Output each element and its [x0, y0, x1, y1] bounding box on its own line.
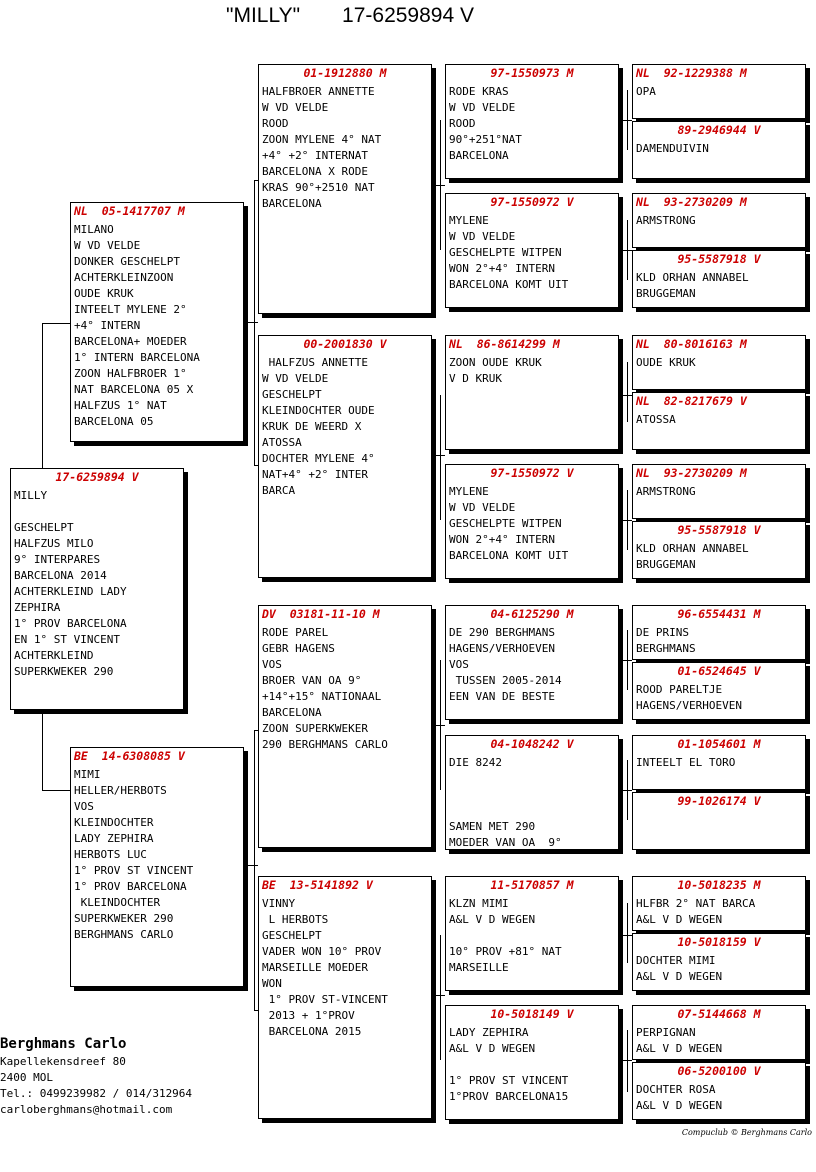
ring-number: 10-5018159 V — [677, 935, 761, 949]
connector-line — [244, 865, 258, 866]
connector-line — [254, 730, 258, 731]
ring-number: NL 05-1417707 M — [74, 204, 185, 218]
owner-address: Kapellekensdreef 80 — [0, 1055, 126, 1068]
footer-credit: Compuclub © Berghmans Carlo — [681, 1128, 812, 1137]
connector-line — [627, 490, 628, 550]
connector-line — [42, 323, 43, 468]
connector-line — [42, 790, 70, 791]
ring-number: 95-5587918 V — [677, 523, 761, 537]
connector-line — [619, 935, 632, 936]
ring-number: BE 13-5141892 V — [262, 878, 373, 892]
pedigree-box-gp_dd — [258, 876, 432, 1119]
pigeon-description: ROOD PARELTJE HAGENS/VERHOEVEN — [636, 683, 742, 712]
pedigree-box-ggp3 — [445, 335, 619, 450]
ring-number: 04-1048242 V — [490, 737, 574, 751]
connector-line — [619, 520, 632, 521]
pigeon-description: ARMSTRONG — [636, 485, 696, 498]
pedigree-box-g16 — [632, 1062, 806, 1120]
pedigree-box-g15 — [632, 1005, 806, 1060]
ring-number: NL 93-2730209 M — [636, 195, 747, 209]
ring-number: 99-1026174 V — [677, 794, 761, 808]
pigeon-name: "MILLY" — [226, 4, 301, 27]
pigeon-description: RODE KRAS W VD VELDE ROOD 90°+251°NAT BARCELONA — [449, 85, 522, 162]
ring-number: 97-1550972 V — [490, 466, 574, 480]
ring-number: 07-5144668 M — [677, 1007, 761, 1021]
connector-line — [619, 1060, 632, 1061]
connector-line — [432, 995, 445, 996]
pigeon-description: DOCHTER ROSA A&L V D WEGEN — [636, 1083, 723, 1112]
connector-line — [619, 250, 632, 251]
pigeon-description: ATOSSA — [636, 413, 676, 426]
ring-number: 00-2001830 V — [303, 337, 387, 351]
ring-number: 97-1550972 V — [490, 195, 574, 209]
pigeon-description: PERPIGNAN A&L V D WEGEN — [636, 1026, 723, 1055]
ring-number: 11-5170857 M — [490, 878, 574, 892]
connector-line — [432, 185, 445, 186]
connector-line — [440, 660, 441, 790]
ring-number: BE 14-6308085 V — [74, 749, 185, 763]
ring-number: 06-5200100 V — [677, 1064, 761, 1078]
connector-line — [627, 760, 628, 820]
pigeon-description: KLD ORHAN ANNABEL BRUGGEMAN — [636, 542, 749, 571]
pedigree-box-ggp1 — [445, 64, 619, 179]
pedigree-box-ggp5 — [445, 605, 619, 720]
ring-number: 10-5018235 M — [677, 878, 761, 892]
pigeon-description: MYLENE W VD VELDE GESCHELPTE WITPEN WON 2°+4° INTERN BARCELONA KOMT UIT — [449, 214, 569, 291]
connector-line — [254, 180, 255, 465]
pedigree-box-gp_ds — [258, 605, 432, 848]
connector-line — [627, 903, 628, 963]
connector-line — [627, 90, 628, 150]
pedigree-box-ggp2 — [445, 193, 619, 308]
ring-number: 04-6125290 M — [490, 607, 574, 621]
ring-number: 97-1550973 M — [490, 66, 574, 80]
connector-line — [627, 220, 628, 280]
ring-number: 89-2946944 V — [677, 123, 761, 137]
pedigree-box-g8 — [632, 521, 806, 579]
pigeon-description: MIMI HELLER/HERBOTS VOS KLEINDOCHTER LADY ZEPHIRA HERBOTS LUC 1° PROV ST VINCENT 1° PROV BARCELONA KLEINDOCHTER SUPERKWEKER 290 BERGHMANS CARLO — [74, 768, 194, 941]
ring-number: 01-6524645 V — [677, 664, 761, 678]
connector-line — [254, 1010, 258, 1011]
pedigree-box-gp_sd — [258, 335, 432, 578]
pedigree-box-g7 — [632, 464, 806, 519]
pedigree-box-g6 — [632, 392, 806, 450]
pigeon-description: HALFBROER ANNETTE W VD VELDE ROOD ZOON MYLENE 4° NAT +4° +2° INTERNAT BARCELONA X RODE KRAS 90°+2510 NAT BARCELONA — [262, 85, 382, 210]
connector-line — [42, 323, 70, 324]
pedigree-box-g14 — [632, 933, 806, 991]
connector-line — [627, 630, 628, 690]
ring-number: 01-1912880 M — [303, 66, 387, 80]
pedigree-box-g10 — [632, 662, 806, 720]
owner-block — [0, 1034, 192, 1118]
pigeon-description: LADY ZEPHIRA A&L V D WEGEN 1° PROV ST VINCENT 1°PROV BARCELONA15 — [449, 1026, 569, 1103]
ring-number: NL 82-8217679 V — [636, 394, 747, 408]
pedigree-box-g3 — [632, 193, 806, 248]
pigeon-description: DIE 8242 SAMEN MET 290 MOEDER VAN OA 9° — [449, 756, 562, 849]
pigeon-description: OPA — [636, 85, 656, 98]
connector-line — [627, 362, 628, 422]
pigeon-description: ZOON OUDE KRUK V D KRUK — [449, 356, 542, 385]
connector-line — [254, 465, 258, 466]
ring-number: 10-5018149 V — [490, 1007, 574, 1021]
ring-number: NL 80-8016163 M — [636, 337, 747, 351]
pedigree-box-subject — [10, 468, 184, 710]
pedigree-box-g5 — [632, 335, 806, 390]
owner-email[interactable]: carloberghmans@hotmail.com — [0, 1103, 173, 1116]
ring-number: 96-6554431 M — [677, 607, 761, 621]
pedigree-box-g13 — [632, 876, 806, 931]
pigeon-description: KLD ORHAN ANNABEL BRUGGEMAN — [636, 271, 749, 300]
connector-line — [42, 710, 43, 790]
pigeon-description: HLFBR 2° NAT BARCA A&L V D WEGEN — [636, 897, 756, 926]
connector-line — [432, 725, 445, 726]
owner-city: 2400 MOL — [0, 1071, 53, 1084]
connector-line — [440, 120, 441, 250]
pedigree-box-g9 — [632, 605, 806, 660]
ring-number: NL 86-8614299 M — [449, 337, 560, 351]
pigeon-description: INTEELT EL TORO — [636, 756, 736, 769]
pigeon-description: VINNY L HERBOTS GESCHELPT VADER WON 10° PROV MARSEILLE MOEDER WON 1° PROV ST-VINCENT 2013 + 1°PROV BARCELONA 2015 — [262, 897, 388, 1038]
pedigree-box-g2 — [632, 121, 806, 179]
owner-name: Berghmans Carlo — [0, 1036, 127, 1052]
pedigree-box-g12 — [632, 792, 806, 850]
connector-line — [619, 790, 632, 791]
connector-line — [619, 120, 632, 121]
ring-number: 01-1054601 M — [677, 737, 761, 751]
connector-line — [254, 730, 255, 1010]
pigeon-description: MYLENE W VD VELDE GESCHELPTE WITPEN WON 2°+4° INTERN BARCELONA KOMT UIT — [449, 485, 569, 562]
pedigree-box-dam — [70, 747, 244, 987]
pedigree-box-gp_ss — [258, 64, 432, 314]
pedigree-box-g1 — [632, 64, 806, 119]
pedigree-box-ggp6 — [445, 735, 619, 850]
pigeon-description: MILANO W VD VELDE DONKER GESCHELPT ACHTERKLEINZOON OUDE KRUK INTEELT MYLENE 2° +4° INTERN BARCELONA+ MOEDER 1° INTERN BARCELONA ZOON HALFBROER 1° NAT BARCELONA 05 X HALFZUS 1° NAT BARCELONA 05 — [74, 223, 200, 428]
connector-line — [440, 935, 441, 1060]
connector-line — [619, 395, 632, 396]
pedigree-box-g11 — [632, 735, 806, 790]
owner-phone: Tel.: 0499239982 / 014/312964 — [0, 1087, 193, 1100]
ring-number: NL 92-1229388 M — [636, 66, 747, 80]
connector-line — [432, 455, 445, 456]
pedigree-box-sire — [70, 202, 244, 442]
pigeon-description: ARMSTRONG — [636, 214, 696, 227]
pigeon-description: MILLY GESCHELPT HALFZUS MILO 9° INTERPARES BARCELONA 2014 ACHTERKLEIND LADY ZEPHIRA 1° PROV BARCELONA EN 1° ST VINCENT ACHTERKLEIND SUPERKWEKER 290 — [14, 489, 127, 678]
ring-number: 95-5587918 V — [677, 252, 761, 266]
pigeon-description: OUDE KRUK — [636, 356, 696, 369]
pigeon-description: DE PRINS BERGHMANS — [636, 626, 696, 655]
ring-number: 17-6259894 V — [55, 470, 139, 484]
connector-line — [627, 1030, 628, 1092]
pedigree-box-ggp8 — [445, 1005, 619, 1120]
pedigree-box-ggp7 — [445, 876, 619, 991]
pedigree-box-ggp4 — [445, 464, 619, 579]
pedigree-box-g4 — [632, 250, 806, 308]
pigeon-description: KLZN MIMI A&L V D WEGEN 10° PROV +81° NAT MARSEILLE — [449, 897, 562, 974]
pigeon-description: HALFZUS ANNETTE W VD VELDE GESCHELPT KLEINDOCHTER OUDE KRUK DE WEERD X ATOSSA DOCHTER MYLENE 4° NAT+4° +2° INTER BARCA — [262, 356, 375, 497]
connector-line — [244, 322, 258, 323]
pigeon-description: RODE PAREL GEBR HAGENS VOS BROER VAN OA 9° +14°+15° NATIONAAL BARCELONA ZOON SUPERKWEKER 290 BERGHMANS CARLO — [262, 626, 388, 751]
connector-line — [619, 660, 632, 661]
pigeon-description: DE 290 BERGHMANS HAGENS/VERHOEVEN VOS TUSSEN 2005-2014 EEN VAN DE BESTE — [449, 626, 562, 703]
ring-number: NL 93-2730209 M — [636, 466, 747, 480]
pigeon-description: DAMENDUIVIN — [636, 142, 709, 155]
connector-line — [254, 180, 258, 181]
pigeon-ring: 17-6259894 V — [342, 4, 474, 27]
page-title — [0, 4, 700, 28]
ring-number: DV 03181-11-10 M — [262, 607, 380, 621]
connector-line — [440, 395, 441, 520]
pigeon-description: DOCHTER MIMI A&L V D WEGEN — [636, 954, 723, 983]
